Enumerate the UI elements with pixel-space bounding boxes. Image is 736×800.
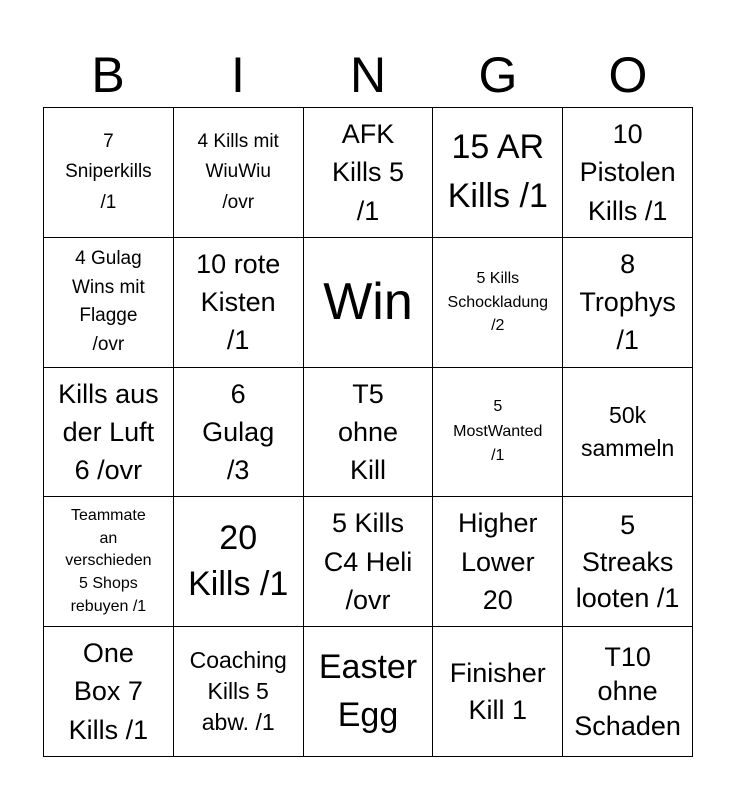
header-letter-b: B <box>91 47 125 103</box>
cell-text: AFK Kills 5 /1 <box>331 118 404 226</box>
cell-text: Easter Egg <box>318 648 418 734</box>
bingo-cell[interactable] <box>174 108 304 238</box>
cell-text: 5 Kills Schockladung /2 <box>447 270 549 334</box>
cell-text: 5 Streaks looten /1 <box>575 510 680 613</box>
header-letter-o: O <box>608 47 648 103</box>
bingo-cell[interactable] <box>44 108 174 238</box>
bingo-cell[interactable] <box>174 238 304 368</box>
header-letter-g: G <box>478 47 518 103</box>
bingo-cell[interactable] <box>44 627 174 757</box>
bingo-cell[interactable] <box>433 497 563 627</box>
cell-text: Teammate an verschieden 5 Shops rebuyen /1 <box>65 506 152 615</box>
cell-text: Finisher Kill 1 <box>449 658 546 725</box>
cell-text: T5 ohne Kill <box>337 378 399 486</box>
cell-text: 4 Kills mit WiuWiu /ovr <box>197 130 279 213</box>
bingo-cell[interactable] <box>563 627 693 757</box>
cell-text: T10 ohne Schaden <box>574 641 681 741</box>
cell-text: 15 AR Kills /1 <box>447 128 548 216</box>
free-space-text: Win <box>323 273 413 332</box>
bingo-cell[interactable] <box>433 108 563 238</box>
cell-text: 10 Pistolen Kills /1 <box>579 118 676 226</box>
cell-text: 4 Gulag Wins mit Flagge /ovr <box>71 248 145 355</box>
bingo-header <box>43 45 693 105</box>
bingo-cell[interactable] <box>304 627 434 757</box>
bingo-cell[interactable] <box>563 238 693 368</box>
cell-text: 50k sammeln <box>580 401 675 461</box>
bingo-cell[interactable] <box>304 497 434 627</box>
bingo-cell[interactable] <box>433 368 563 498</box>
cell-text: One Box 7 Kills /1 <box>68 638 149 745</box>
cell-text: Higher Lower 20 <box>458 508 538 615</box>
bingo-board <box>43 107 693 757</box>
cell-text: 5 MostWanted /1 <box>453 397 543 465</box>
bingo-cell[interactable] <box>563 368 693 498</box>
cell-text: 10 rote Kisten /1 <box>196 248 281 356</box>
bingo-cell[interactable] <box>44 238 174 368</box>
bingo-cell[interactable] <box>174 627 304 757</box>
bingo-cell[interactable] <box>44 497 174 627</box>
free-space-cell[interactable] <box>304 238 434 368</box>
bingo-cell[interactable] <box>433 627 563 757</box>
cell-text: 8 Trophys /1 <box>579 248 676 356</box>
header-letter-i: I <box>231 47 245 103</box>
cell-text: 7 Sniperkills /1 <box>65 130 152 213</box>
bingo-cell[interactable] <box>174 368 304 498</box>
cell-text: 5 Kills C4 Heli /ovr <box>323 508 413 615</box>
cell-text: 20 Kills /1 <box>188 518 289 603</box>
cell-text: 6 Gulag /3 <box>202 378 275 486</box>
header-letter-n: N <box>349 47 387 103</box>
bingo-cell[interactable] <box>304 108 434 238</box>
cell-text: Coaching Kills 5 abw. /1 <box>189 647 287 736</box>
bingo-cell[interactable] <box>174 497 304 627</box>
bingo-cell[interactable] <box>433 238 563 368</box>
bingo-cell[interactable] <box>44 368 174 498</box>
bingo-cell[interactable] <box>563 497 693 627</box>
cell-text: Kills aus der Luft 6 /ovr <box>58 378 159 486</box>
bingo-cell[interactable] <box>304 368 434 498</box>
bingo-cell[interactable] <box>563 108 693 238</box>
